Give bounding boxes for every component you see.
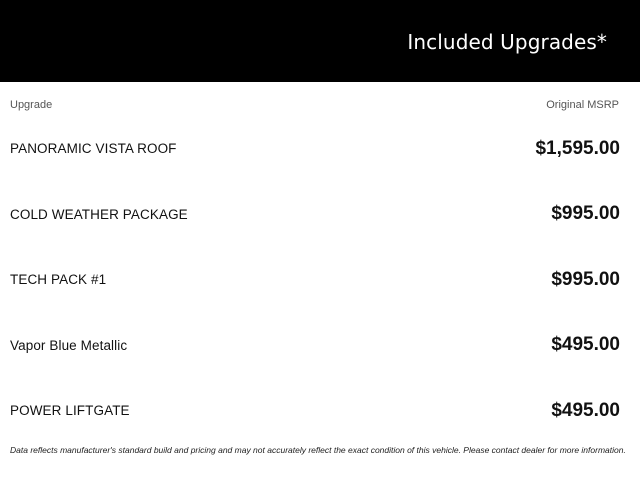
list-item <box>10 378 620 444</box>
upgrade-name: Vapor Blue Metallic <box>10 337 128 353</box>
list-item <box>10 313 620 379</box>
list-item <box>10 247 620 313</box>
list-item <box>10 116 620 182</box>
list-item <box>10 182 620 248</box>
msrp-column-header: Original MSRP <box>546 99 619 111</box>
upgrade-price: $495.00 <box>551 334 620 356</box>
page-title: Included Upgrades* <box>407 30 607 54</box>
upgrade-name: POWER LIFTGATE <box>10 403 130 419</box>
upgrade-price: $995.00 <box>551 203 620 225</box>
header-bar <box>0 0 640 82</box>
upgrade-name: TECH PACK #1 <box>10 272 107 288</box>
upgrades-list <box>10 116 620 444</box>
upgrade-price: $995.00 <box>551 268 620 290</box>
column-headers <box>10 99 619 113</box>
upgrade-price: $1,595.00 <box>535 137 620 159</box>
upgrade-name: PANORAMIC VISTA ROOF <box>10 141 177 157</box>
upgrade-column-header: Upgrade <box>10 99 53 111</box>
upgrade-price: $495.00 <box>551 399 620 421</box>
disclaimer-text: Data reflects manufacturer's standard build and pricing and may not accurately reflect the exact condition of this vehicle. Please contact dealer for more information. <box>10 445 626 455</box>
upgrade-name: COLD WEATHER PACKAGE <box>10 206 188 222</box>
